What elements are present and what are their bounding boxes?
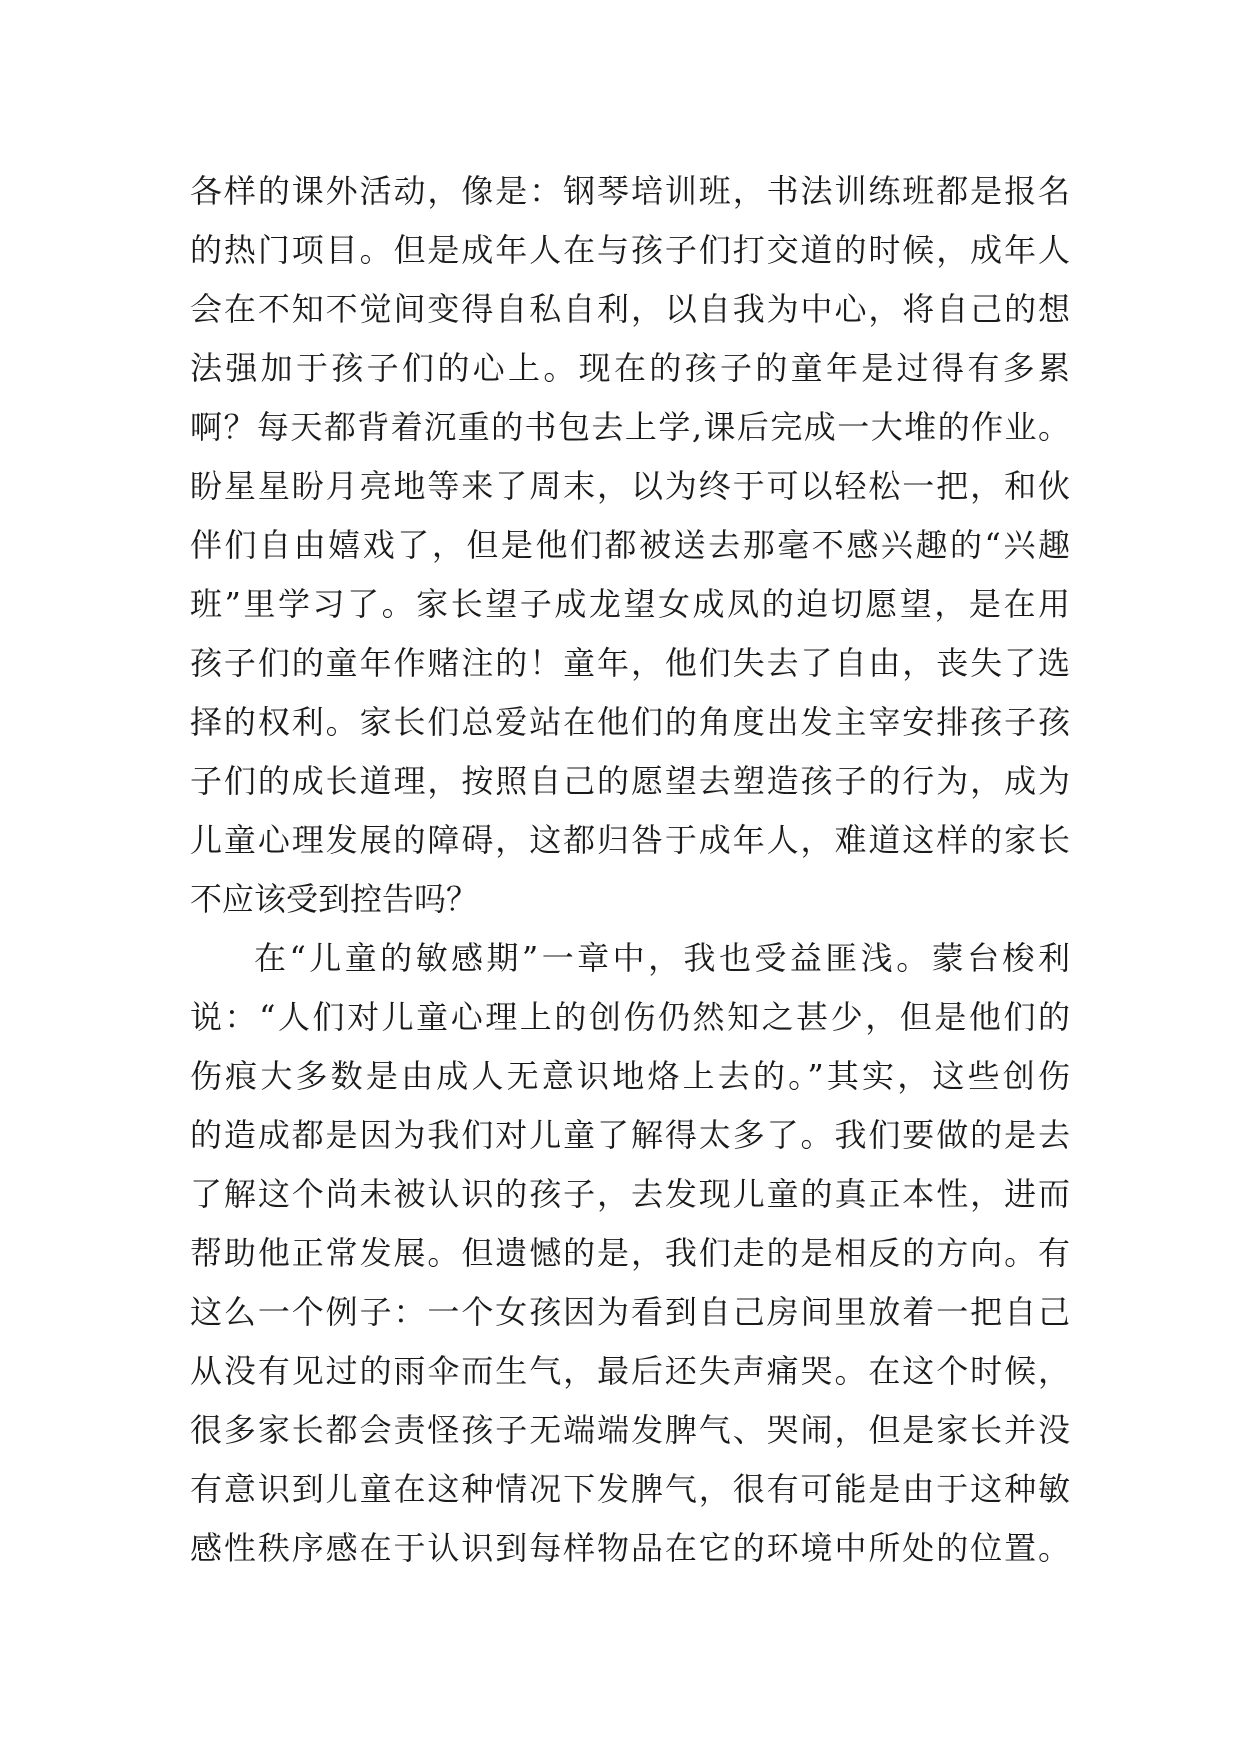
text-line: 了解这个尚未被认识的孩子，去发现儿童的真正本性，进而: [190, 1175, 1070, 1213]
text-line: 各样的课外活动，像是：钢琴培训班，书法训练班都是报名: [190, 172, 1070, 210]
text-line: 这么一个例子：一个女孩因为看到自己房间里放着一把自己: [190, 1293, 1070, 1331]
text-line: 法强加于孩子们的心上。现在的孩子的童年是过得有多累: [190, 349, 1070, 387]
text-line: 有意识到儿童在这种情况下发脾气，很有可能是由于这种敏: [190, 1470, 1070, 1508]
text-line: 的热门项目。但是成年人在与孩子们打交道的时候，成年人: [190, 231, 1070, 269]
text-line: 盼星星盼月亮地等来了周末，以为终于可以轻松一把，和伙: [190, 467, 1070, 505]
text-line: 说：“人们对儿童心理上的创伤仍然知之甚少，但是他们的: [190, 998, 1070, 1036]
text-line: 在“儿童的敏感期”一章中，我也受益匪浅。蒙台梭利: [254, 939, 1070, 977]
text-line: 感性秩序感在于认识到每样物品在它的环境中所处的位置。: [190, 1529, 1070, 1567]
text-line: 不应该受到控告吗？: [190, 880, 479, 918]
text-line: 孩子们的童年作赌注的！童年，他们失去了自由，丧失了选: [190, 644, 1070, 682]
text-line: 帮助他正常发展。但遗憾的是，我们走的是相反的方向。有: [190, 1234, 1070, 1272]
text-line: 择的权利。家长们总爱站在他们的角度出发主宰安排孩子孩: [190, 703, 1070, 741]
text-line: 子们的成长道理，按照自己的愿望去塑造孩子的行为，成为: [190, 762, 1070, 800]
text-line: 会在不知不觉间变得自私自利，以自我为中心，将自己的想: [190, 290, 1070, 328]
body-text: [190, 162, 1070, 1578]
text-line: 很多家长都会责怪孩子无端端发脾气、哭闹，但是家长并没: [190, 1411, 1070, 1449]
text-line: 啊？每天都背着沉重的书包去上学,课后完成一大堆的作业。: [190, 408, 1070, 446]
text-line: 班”里学习了。家长望子成龙望女成凤的迫切愿望，是在用: [190, 585, 1070, 623]
text-line: 的造成都是因为我们对儿童了解得太多了。我们要做的是去: [190, 1116, 1070, 1154]
text-line: 伴们自由嬉戏了，但是他们都被送去那毫不感兴趣的“兴趣: [190, 526, 1070, 564]
text-line: 伤痕大多数是由成人无意识地烙上去的。”其实，这些创伤: [190, 1057, 1070, 1095]
text-line: 儿童心理发展的障碍，这都归咎于成年人，难道这样的家长: [190, 821, 1070, 859]
text-line: 从没有见过的雨伞而生气，最后还失声痛哭。在这个时候，: [190, 1352, 1070, 1390]
